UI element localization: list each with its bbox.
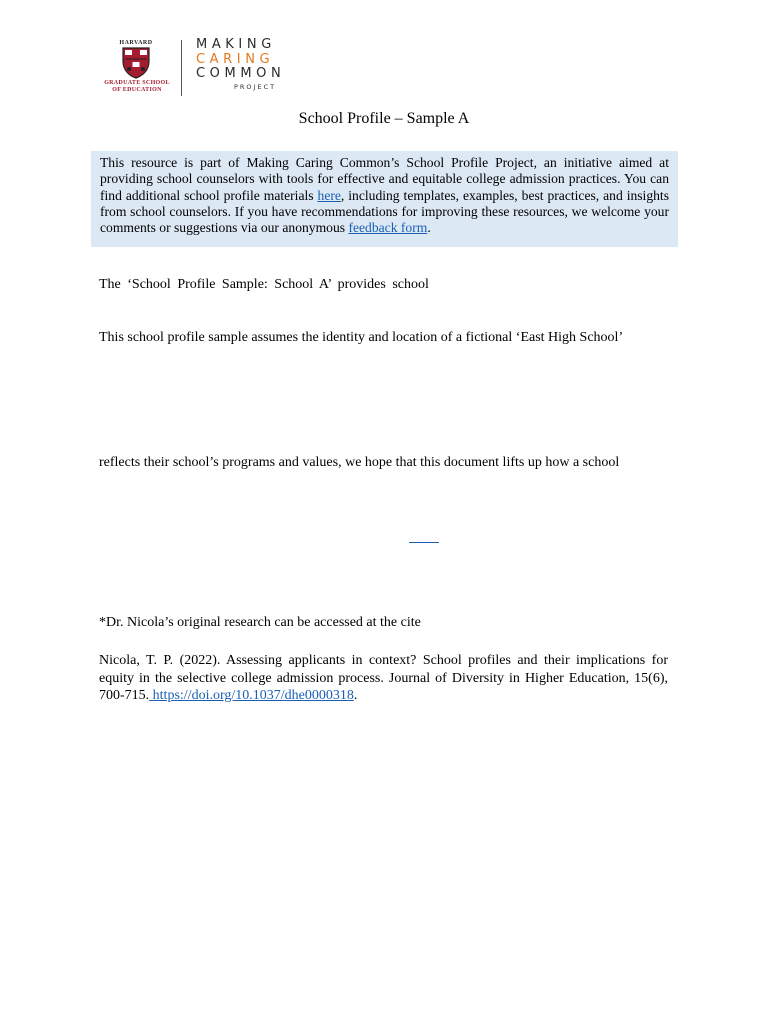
notice-text-end: . <box>427 220 431 236</box>
doi-link[interactable]: https://doi.org/10.1037/dhe0000318 <box>149 688 354 703</box>
making-caring-common-wordmark <box>196 38 285 92</box>
harvard-wordmark: HARVARD <box>119 40 153 46</box>
body-paragraph-1: The ‘School Profile Sample: School A’ provides school <box>99 277 429 292</box>
citation-end: . <box>353 688 358 703</box>
feedback-form-link[interactable]: feedback form <box>348 220 428 236</box>
mcc-line-common: COMMON <box>196 66 286 81</box>
gse-wordmark <box>102 80 172 94</box>
notice-text <box>91 151 678 236</box>
gse-line-2: OF EDUCATION <box>112 87 162 93</box>
mcc-line-caring: CARING <box>196 51 275 67</box>
gse-line-1: GRADUATE SCHOOL <box>104 80 170 86</box>
citation-reference <box>99 652 668 705</box>
resource-notice-box <box>91 151 678 247</box>
here-link[interactable]: here <box>317 187 341 203</box>
harvard-shield-icon <box>122 47 150 79</box>
empty-link[interactable] <box>409 541 439 543</box>
notice-text-part-1: This resource is part of Making Caring Common’s School Profile Project, an initiative aimed at providing school counselors with tools for effective and equitable college admission practices. You can find additional school profile materials <box>100 155 669 203</box>
notice-text-part-2: , including templates, examples, best practices, and insights from school counselors. If you have recommendations for improving these resources, we welcome your comments or suggestions via our anonymous <box>100 187 669 236</box>
mcc-line-project: PROJECT <box>234 82 277 91</box>
page-title: School Profile – Sample A <box>298 110 470 127</box>
footnote: *Dr. Nicola’s original research can be accessed at the cite <box>99 615 421 630</box>
citation-text: Nicola, T. P. (2022). Assessing applicants in context? School profiles and their implications for equity in the selective college admission process. Journal of Diversity in Higher Education, 15(6), 700-715. <box>99 653 668 703</box>
body-paragraph-2: This school profile sample assumes the identity and location of a fictional ‘East High School’ <box>99 330 624 345</box>
header-logo <box>102 38 292 98</box>
mcc-line-making: MAKING <box>196 37 276 52</box>
logo-divider <box>181 40 182 96</box>
body-paragraph-3: reflects their school’s programs and values, we hope that this document lifts up how a school <box>99 455 620 470</box>
